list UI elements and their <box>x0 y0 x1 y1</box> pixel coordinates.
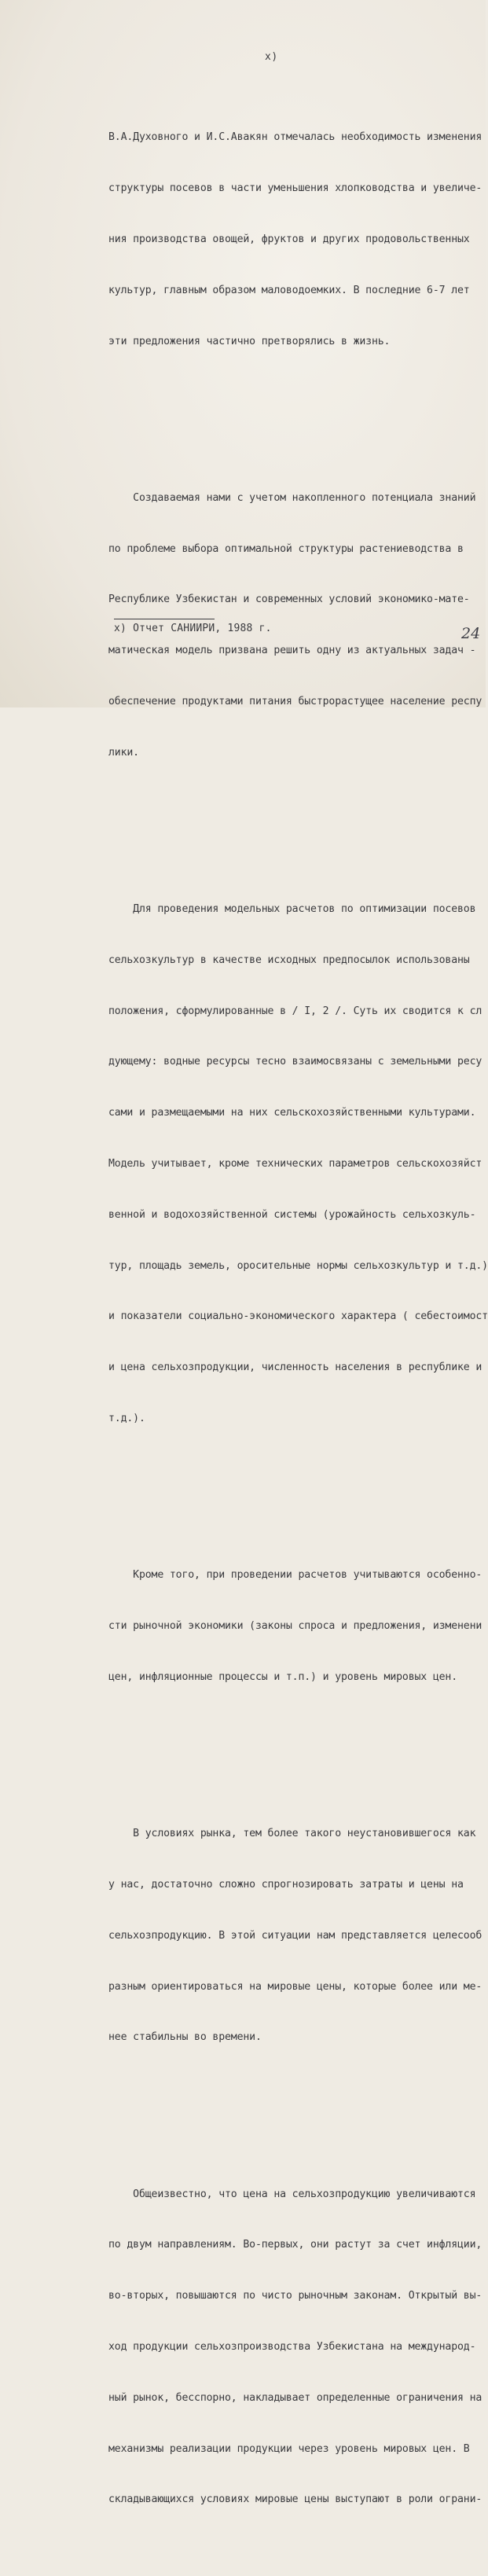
paragraph-5 <box>108 1791 482 2080</box>
footnote: x) Отчет САНИИРИ, 1988 г. <box>114 623 272 634</box>
text-line: цен, инфляционные процессы и т.п.) и уровень мировых цен. <box>108 1670 458 1683</box>
text-line: Общеизвестно, что цена на сельхозпродукцию увеличиваются <box>108 2188 476 2200</box>
text-line: обеспечение продуктами питания быстрорастущее население респу <box>108 695 482 707</box>
text-line: нее стабильны во времени. <box>108 2031 262 2044</box>
text-line: Создаваемая нами с учетом накопленного потенциала знаний <box>108 491 476 504</box>
text-line: сти рыночной экономики (законы спроса и предложения, изменени <box>108 1620 482 1633</box>
paragraph-3 <box>108 867 488 1461</box>
text-line: механизмы реализации продукции через уровень мировых цен. В <box>108 2442 470 2455</box>
text-line: венной и водохозяйственной системы (урожайность сельхозкуль- <box>108 1208 476 1221</box>
paragraph-6 <box>108 2152 482 2542</box>
text-line: эти предложения частично претворялись в жизнь. <box>108 335 391 347</box>
text-line: структуры посевов в части уменьшения хлопководства и увеличе- <box>108 182 482 195</box>
text-line: и цена сельхозпродукции, численность населения в республике и <box>108 1361 482 1374</box>
text-line: у нас, достаточно сложно спрогнозировать затраты и цены на <box>108 1878 464 1891</box>
text-line: Республике Узбекистан и современных условий экономико-мате- <box>108 593 470 606</box>
paragraph-4 <box>108 1533 482 1720</box>
text-line: т.д.). <box>108 1412 145 1424</box>
text-line: ход продукции сельхозпроизводства Узбекистана на международ- <box>108 2340 476 2353</box>
text-line: В условиях рынка, тем более такого неустановившегося как <box>108 1828 476 1840</box>
text-line: дующему: водные ресурсы тесно взаимосвязаны с земельными ресу <box>108 1056 482 1068</box>
text-line: матическая модель призвана решить одну из актуальных задач - <box>108 645 476 657</box>
text-line: культур, главным образом маловодоемких. В последние 6-7 лет <box>108 284 470 296</box>
text-line: сами и размещаемыми на них сельскохозяйственными культурами. <box>108 1107 476 1119</box>
text-line: и показатели социально-экономического характера ( себестоимост <box>108 1310 488 1323</box>
text-line: складывающихся условиях мировые цены выступают в роли ограни- <box>108 2493 482 2506</box>
footnote-marker: x) <box>265 51 278 63</box>
text-line: В.А.Духовного и И.С.Авакян отмечалась необходимость изменения <box>108 131 482 144</box>
text-line: сельхозпродукцию. В этой ситуации нам представляется целесооб <box>108 1929 482 1942</box>
text-line: тур, площадь земель, оросительные нормы сельхозкультур и т.д.) <box>108 1259 488 1272</box>
page-number: 24 <box>461 625 481 642</box>
text-line: Модель учитывает, кроме технических параметров сельскохозяйст <box>108 1158 482 1170</box>
text-line: ный рынок, бесспорно, накладывает определенные ограничения на <box>108 2391 482 2404</box>
text-line: лики. <box>108 746 139 759</box>
text-line: Кроме того, при проведении расчетов учитываются особенно- <box>108 1569 482 1582</box>
text-line: ния производства овощей, фруктов и других продовольственных <box>108 233 470 245</box>
text-line: разным ориентироваться на мировые цены, которые более или ме- <box>108 1980 482 1993</box>
text-line: по двум направлениям. Во-первых, они растут за счет инфляции, <box>108 2239 482 2251</box>
text-line: положения, сформулированные в / I, 2 /. Суть их сводится к сл <box>108 1005 482 1017</box>
body-text <box>108 61 488 2576</box>
paragraph-1 <box>108 95 482 384</box>
text-line: по проблеме выбора оптимальной структуры растениеводства в <box>108 542 464 555</box>
text-line: Для проведения модельных расчетов по оптимизации посевов <box>108 903 476 916</box>
text-line: во-вторых, повышаются по чисто рыночным законам. Открытый вы- <box>108 2290 482 2302</box>
text-line: сельхозкультур в качестве исходных предпосылок использованы <box>108 954 470 966</box>
